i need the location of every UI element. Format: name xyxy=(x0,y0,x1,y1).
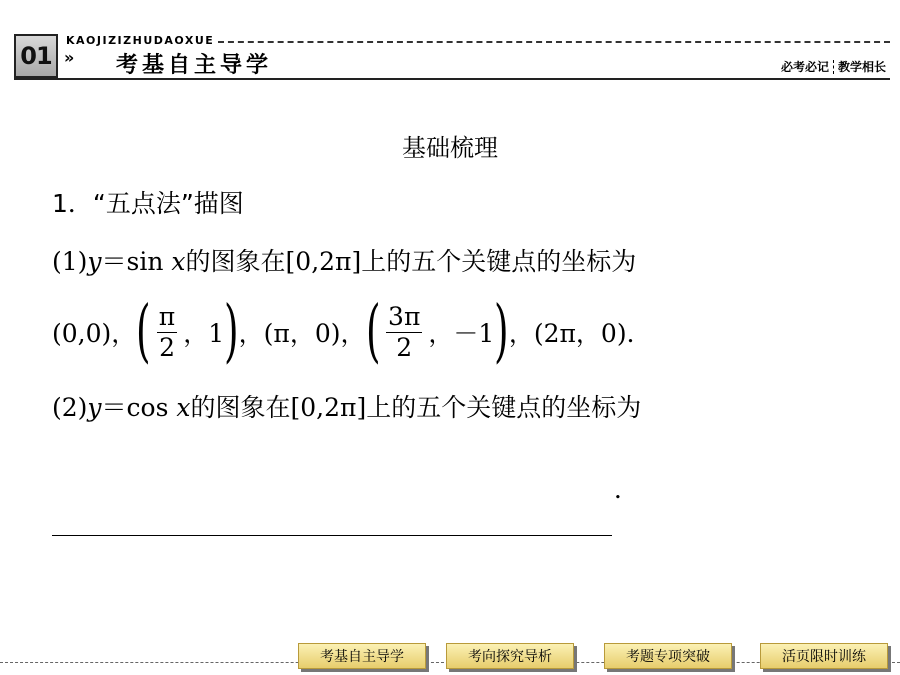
fraction-3pi-over-2 xyxy=(386,302,422,363)
nav-button-kaoxiang[interactable]: 考向探究导析 xyxy=(446,643,574,669)
left-paren-large: ( xyxy=(365,292,381,371)
section-pinyin-label: KAOJIZIZHUDAOXUE xyxy=(66,34,215,47)
line1-prefix: (1) xyxy=(52,247,88,276)
fraction-numerator: π xyxy=(158,301,176,331)
point-2-value: ，1 xyxy=(183,319,225,348)
fraction-denominator: 2 xyxy=(396,332,413,362)
point-3: ，(π，0)， xyxy=(238,319,366,348)
line1-var-y: y xyxy=(87,247,102,276)
line3-eq: ＝cos xyxy=(101,393,177,422)
answer-blank-line xyxy=(52,535,612,536)
double-chevron-icon: » xyxy=(64,48,75,67)
line3-prefix: (2) xyxy=(52,393,88,422)
fraction-numerator: 3π xyxy=(388,301,421,331)
point-1: (0,0)， xyxy=(52,319,137,348)
section-title: 考基自主导学 xyxy=(116,53,273,78)
content-heading: 基础梳理 xyxy=(402,134,498,162)
line1-var-x: x xyxy=(171,247,186,276)
line1-eq: ＝sin xyxy=(101,247,172,276)
item-1-heading: 1．“五点法”描图 xyxy=(52,189,244,218)
sin-key-points-statement xyxy=(52,242,636,278)
section-number-badge: 01 xyxy=(14,34,58,78)
line1-rest: 的图象在[0,2π]上的五个关键点的坐标为 xyxy=(185,247,637,276)
line3-var-y: y xyxy=(87,393,102,422)
tagline-left: 必考必记 xyxy=(780,60,829,74)
nav-button-kaoji[interactable]: 考基自主导学 xyxy=(298,643,426,669)
tagline-right: 教学相长 xyxy=(837,60,886,74)
header-dashed-divider xyxy=(218,41,890,43)
right-paren-large: ) xyxy=(494,292,509,371)
nav-button-kaoti[interactable]: 考题专项突破 xyxy=(604,643,732,669)
sin-key-points-list xyxy=(52,294,652,370)
cos-key-points-statement xyxy=(52,388,641,424)
point-4-value: ，－1 xyxy=(428,319,495,348)
nav-button-huoye[interactable]: 活页限时训练 xyxy=(760,643,888,669)
tagline-separator xyxy=(833,60,834,74)
answer-blank-period: ． xyxy=(614,475,640,504)
fraction-denominator: 2 xyxy=(159,332,175,362)
header-tagline xyxy=(781,58,886,75)
line3-rest: 的图象在[0,2π]上的五个关键点的坐标为 xyxy=(190,393,642,422)
line3-var-x: x xyxy=(176,393,191,422)
header-rule xyxy=(14,78,890,80)
point-5: ，(2π，0)． xyxy=(508,319,652,348)
left-paren-large: ( xyxy=(136,292,151,371)
fraction-pi-over-2 xyxy=(157,302,177,363)
right-paren-large: ) xyxy=(224,292,239,371)
